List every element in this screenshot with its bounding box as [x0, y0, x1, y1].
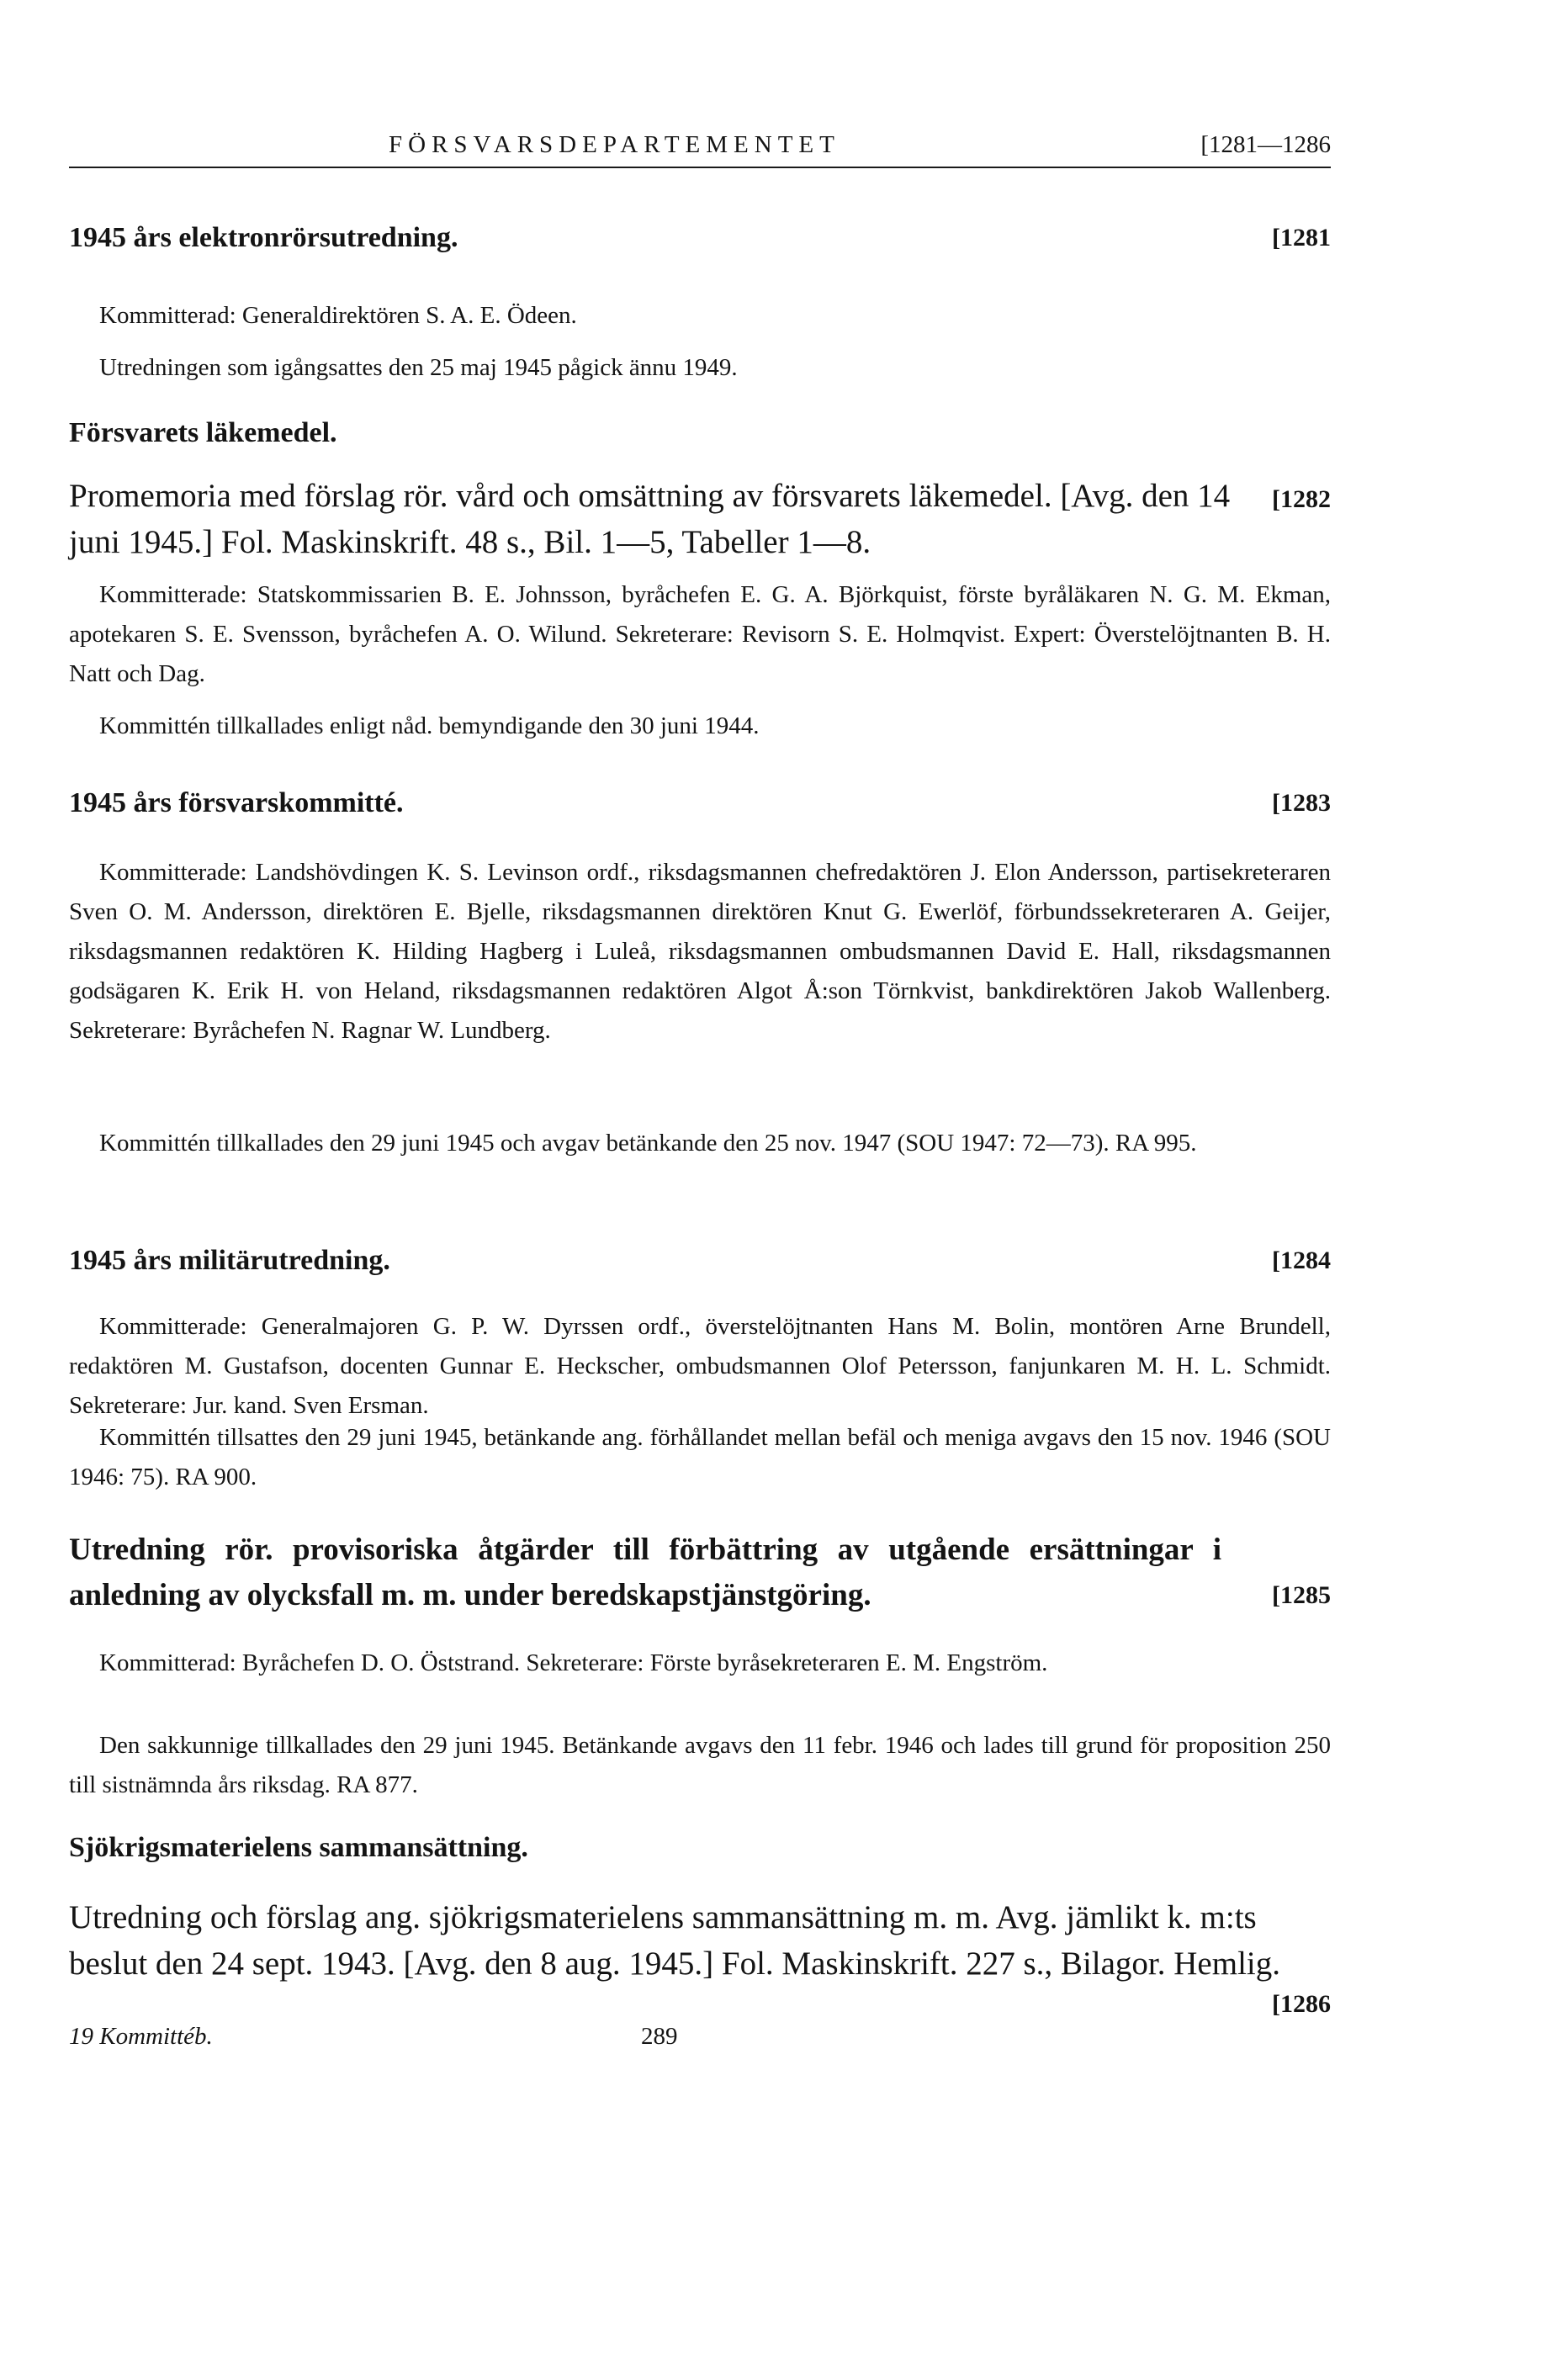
entry-number: [1283: [1272, 789, 1331, 817]
running-head-range: [1281—1286: [1200, 131, 1331, 158]
entry-1286-number: [1286: [1272, 1990, 1331, 2018]
entry-1285-paragraph-1: Kommitterad: Byråchefen D. O. Öststrand. Sekreterare: Förste byråsekreteraren E. M. Engström.: [99, 1649, 1048, 1676]
entry-number: [1284: [1272, 1247, 1331, 1274]
entry-heading-text: Utredning rör. provisoriska åtgärder till förbättring av utgående ersättningar i anledning av olycksfall m. m. under beredskapstjänstgöring.: [69, 1533, 1221, 1612]
publication-text: Promemoria med förslag rör. vård och omsättning av försvarets läkemedel. [Avg. den 14 juni 1945.] Fol. Maskinskrift. 48 s., Bil. 1—5, Tabeller 1—8.: [69, 478, 1231, 560]
entry-1282-heading: [69, 412, 1331, 454]
entry-1282-publication: [69, 473, 1331, 565]
entry-heading-text: 1945 års försvarskommitté.: [69, 787, 404, 818]
entry-1283-heading: [69, 782, 1331, 824]
running-head-title: FÖRSVARSDEPARTEMENTET: [389, 131, 840, 158]
entry-heading-text: 1945 års elektronrörsutredning.: [69, 222, 458, 253]
entry-1282-paragraph-1: Kommitterade: Statskommissarien B. E. Johnsson, byråchefen E. G. A. Björkquist, förste byråläkaren N. G. M. Ekman, apotekaren S. E. Svensson, byråchefen A. O. Wilund. Sekreterare: Revisorn S. E. Holmqvist. Expert: Överstelöjtnanten B. H. Natt och Dag.: [69, 581, 1331, 687]
entry-1283-paragraph-1: Kommitterade: Landshövdingen K. S. Levinson ordf., riksdagsmannen chefredaktören J. Elon Andersson, partisekreteraren Sven O. M. Andersson, direktören E. Bjelle, riksdagsmannen direktören Knut G. Ewerlöf, förbundssekreteraren A. Geijer, riksdagsmannen redaktören K. Hilding Hagberg i Luleå, riksdagsmannen ombudsmannen David E. Hall, riksdagsmannen godsägaren K. Erik H. von Heland, riksdagsmannen redaktören Algot Å:son Törnkvist, bankdirektören Jakob Wallenberg. Sekreterare: Byråchefen N. Ragnar W. Lundberg.: [69, 859, 1331, 1044]
header-rule: [69, 167, 1331, 168]
page-footer: [69, 2023, 1331, 2060]
entry-1284-paragraph-1: Kommitterade: Generalmajoren G. P. W. Dyrssen ordf., överstelöjtnanten Hans M. Bolin, montören Arne Brundell, redaktören M. Gustafson, docenten Gunnar E. Heckscher, ombudsmannen Olof Petersson, fanjunkaren M. H. L. Schmidt. Sekreterare: Jur. kand. Sven Ersman.: [69, 1313, 1331, 1419]
entry-number: [1285: [1272, 1581, 1331, 1609]
entry-1285-heading: [69, 1527, 1331, 1618]
entry-1282-paragraph-2: Kommittén tillkallades enligt nåd. bemyndigande den 30 juni 1944.: [99, 712, 760, 739]
entry-heading-text: Försvarets läkemedel.: [69, 417, 337, 448]
entry-1281-paragraph-2: Utredningen som igångsattes den 25 maj 1945 pågick ännu 1949.: [99, 354, 738, 381]
entry-number: [1282: [1272, 485, 1331, 513]
entry-1286-publication: [69, 1894, 1331, 1987]
entry-1281-paragraph-1: Kommitterad: Generaldirektören S. A. E. Ödeen.: [99, 302, 577, 329]
running-head: [69, 128, 1331, 165]
entry-1283-paragraph-2: Kommittén tillkallades den 29 juni 1945 och avgav betänkande den 25 nov. 1947 (SOU 1947: 72—73). RA 995.: [99, 1130, 1197, 1157]
entry-1284-paragraph-2: Kommittén tillsattes den 29 juni 1945, betänkande ang. förhållandet mellan befäl och meniga avgavs den 15 nov. 1946 (SOU 1946: 75). RA 900.: [69, 1424, 1331, 1490]
entry-1285-paragraph-2: Den sakkunnige tillkallades den 29 juni 1945. Betänkande avgavs den 11 febr. 1946 och lades till grund för proposition 250 till sistnämnda års riksdag. RA 877.: [69, 1732, 1331, 1798]
page-number: 289: [641, 2023, 678, 2050]
entry-1286-heading: [69, 1827, 1331, 1869]
entry-1284-heading: [69, 1240, 1331, 1282]
entry-heading-text: 1945 års militärutredning.: [69, 1245, 390, 1276]
entry-heading-text: Sjökrigsmaterielens sammansättning.: [69, 1832, 528, 1863]
publication-text: Utredning och förslag ang. sjökrigsmaterielens sammansättning m. m. Avg. jämlikt k. m:ts beslut den 24 sept. 1943. [Avg. den 8 aug. 1945.] Fol. Maskinskrift. 227 s., Bilagor. Hemlig.: [69, 1899, 1280, 1982]
entry-number: [1281: [1272, 224, 1331, 251]
entry-1281-heading: [69, 217, 1331, 259]
signature-mark: 19 Kommittéb.: [69, 2023, 213, 2050]
